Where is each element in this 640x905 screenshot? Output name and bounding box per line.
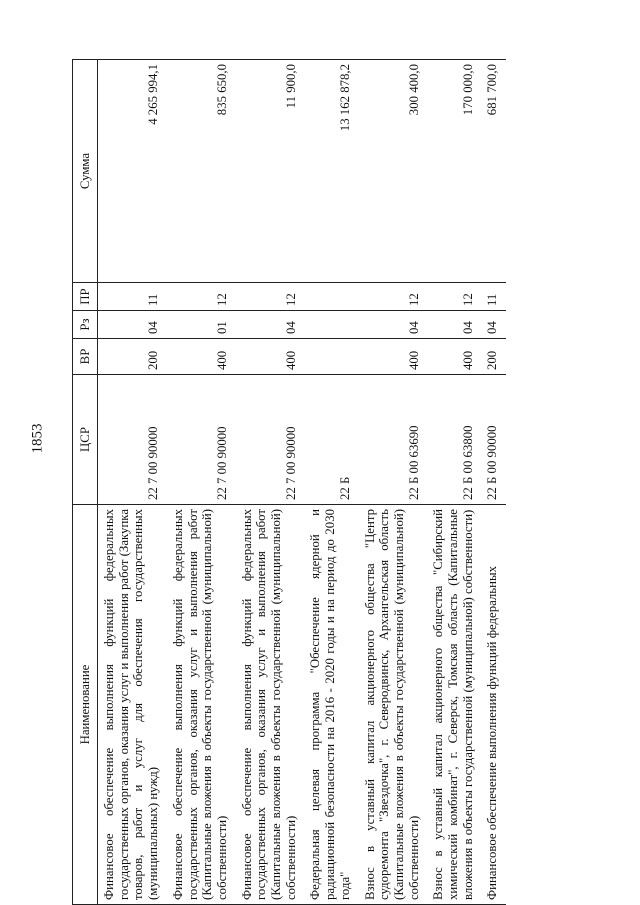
row-vr bbox=[304, 339, 358, 375]
page-number: 1853 bbox=[29, 423, 46, 454]
row-vr: 400 bbox=[167, 339, 236, 375]
row-sum: 170 000,0 bbox=[427, 60, 481, 283]
table-row bbox=[167, 60, 236, 905]
header-name: Наименование bbox=[73, 505, 98, 905]
row-sum: 13 162 878,2 bbox=[304, 60, 358, 283]
row-name: Финансовое обеспечение выполнения функций федеральных bbox=[481, 505, 506, 905]
row-pr: 12 bbox=[427, 283, 481, 311]
row-pr: 12 bbox=[167, 283, 236, 311]
table-row bbox=[236, 60, 305, 905]
row-rz: 01 bbox=[167, 311, 236, 339]
row-vr: 200 bbox=[98, 339, 167, 375]
row-rz: 04 bbox=[236, 311, 305, 339]
row-name: Финансовое обеспечение выполнения функций федеральных государственных органов, оказания услуг и выполнения работ (Капитальные вложения в объекты государственной (муниципальной) собственности) bbox=[167, 505, 236, 905]
row-pr bbox=[304, 283, 358, 311]
row-name: Взнос в уставный капитал акционерного общества "Центр судоремонта "Звездочка", г. Северодвинск, Архангельская область (Капитальные вложения в объекты государственной (муниципальной) собственности) bbox=[359, 505, 428, 905]
row-pr: 12 bbox=[359, 283, 428, 311]
row-vr: 400 bbox=[427, 339, 481, 375]
row-csr: 22 Б 00 63800 bbox=[427, 375, 481, 505]
row-rz: 04 bbox=[481, 311, 506, 339]
row-rz: 04 bbox=[98, 311, 167, 339]
row-sum: 681 700,0 bbox=[481, 60, 506, 283]
rotated-page bbox=[72, 60, 617, 905]
budget-table bbox=[72, 59, 506, 905]
row-vr: 200 bbox=[481, 339, 506, 375]
header-csr: ЦСР bbox=[73, 375, 98, 505]
header-vr: ВР bbox=[73, 339, 98, 375]
row-csr: 22 7 00 90000 bbox=[167, 375, 236, 505]
header-rz: Рз bbox=[73, 311, 98, 339]
row-sum: 4 265 994,1 bbox=[98, 60, 167, 283]
header-pr: ПР bbox=[73, 283, 98, 311]
row-rz bbox=[304, 311, 358, 339]
table-header-row bbox=[73, 60, 98, 905]
row-name: Федеральная целевая программа "Обеспечение ядерной и радиационной безопасности на 2016 - 2020 годы и на период до 2030 года" bbox=[304, 505, 358, 905]
row-pr: 11 bbox=[98, 283, 167, 311]
row-name: Взнос в уставный капитал акционерного общества "Сибирский химический комбинат", г. Северск, Томская область (Капитальные вложения в объекты государственной (муниципальной) собственности) bbox=[427, 505, 481, 905]
table-row bbox=[98, 60, 167, 905]
row-name: Финансовое обеспечение выполнения функций федеральных государственных органов, оказания услуг и выполнения работ (Закупка товаров, работ и услуг для обеспечения государственных (муниципальных) нужд) bbox=[98, 505, 167, 905]
row-sum: 835 650,0 bbox=[167, 60, 236, 283]
row-csr: 22 Б bbox=[304, 375, 358, 505]
table-row bbox=[427, 60, 481, 905]
row-csr: 22 7 00 90000 bbox=[98, 375, 167, 505]
row-rz: 04 bbox=[427, 311, 481, 339]
table-row bbox=[359, 60, 428, 905]
row-csr: 22 Б 00 90000 bbox=[481, 375, 506, 505]
row-csr: 22 Б 00 63690 bbox=[359, 375, 428, 505]
header-sum: Сумма bbox=[73, 60, 98, 283]
row-sum: 300 400,0 bbox=[359, 60, 428, 283]
row-pr: 11 bbox=[481, 283, 506, 311]
row-sum: 11 900,0 bbox=[236, 60, 305, 283]
row-pr: 12 bbox=[236, 283, 305, 311]
row-csr: 22 7 00 90000 bbox=[236, 375, 305, 505]
row-vr: 400 bbox=[236, 339, 305, 375]
table-row bbox=[481, 60, 506, 905]
row-name: Финансовое обеспечение выполнения функций федеральных государственных органов, оказания услуг и выполнения работ (Капитальные вложения в объекты государственной (муниципальной) собственности) bbox=[236, 505, 305, 905]
row-vr: 400 bbox=[359, 339, 428, 375]
table-row bbox=[304, 60, 358, 905]
row-rz: 04 bbox=[359, 311, 428, 339]
